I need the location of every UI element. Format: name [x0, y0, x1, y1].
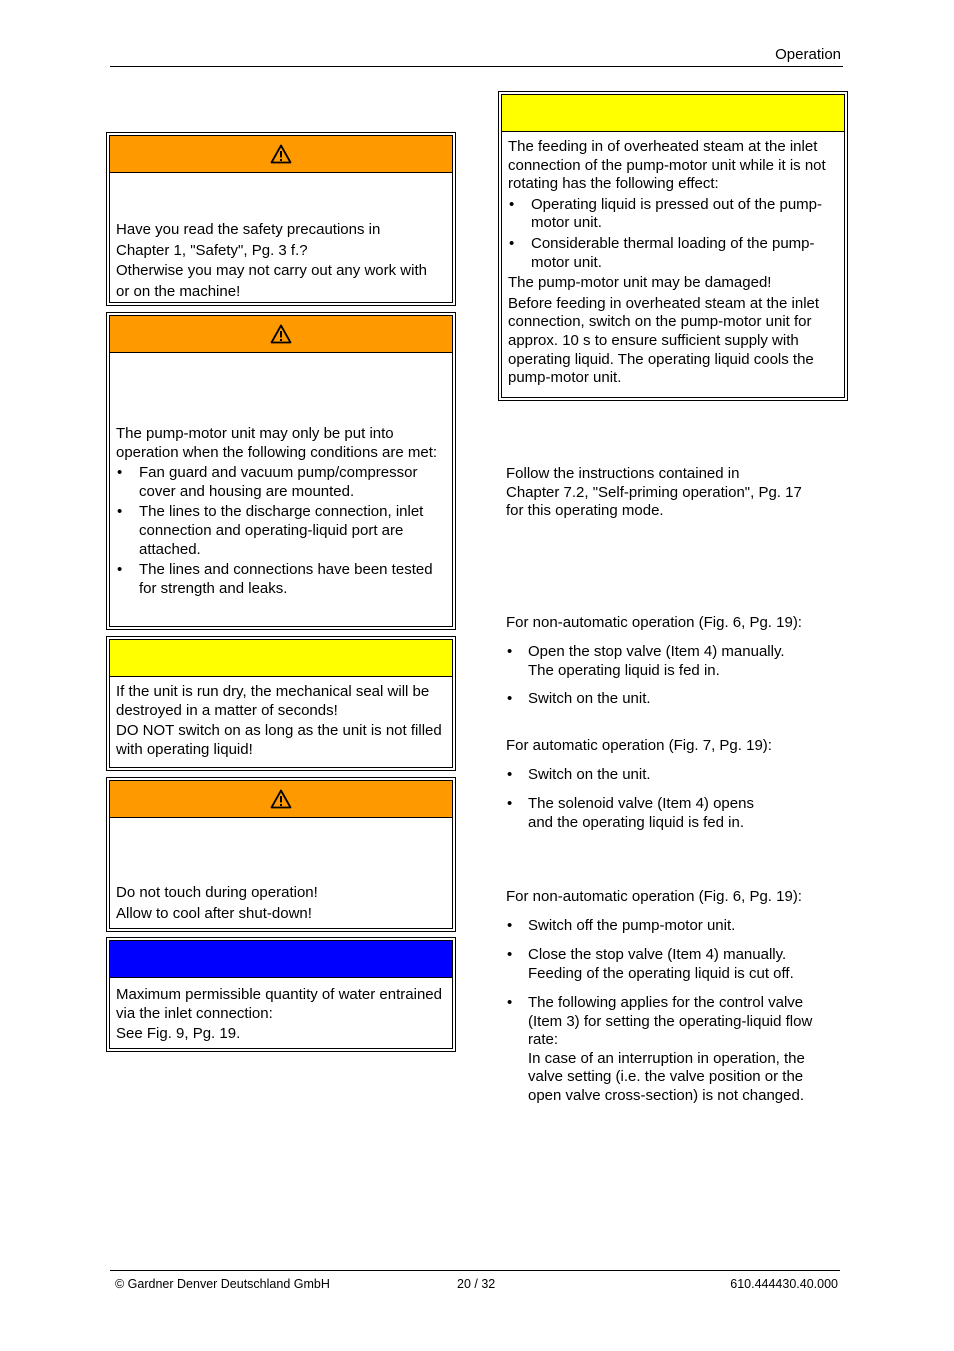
- text-line: rate:: [528, 1031, 559, 1049]
- text-line: Maximum permissible quantity of water entrained via the inlet connection:: [116, 986, 442, 1022]
- list-item: • The lines to the discharge connection, inlet connection and operating-liquid port are attached.: [116, 503, 446, 559]
- warning-bar: [110, 136, 452, 173]
- list-item: • Operating liquid is pressed out of the pump-motor unit.: [508, 196, 838, 233]
- text-line: The operating liquid is fed in.: [528, 661, 720, 679]
- conditions-list: [116, 464, 446, 598]
- list-item: [506, 917, 846, 936]
- text-line: See Fig. 9, Pg. 19.: [116, 1025, 241, 1043]
- warning-triangle-icon: [270, 144, 292, 164]
- warning-triangle-icon: [270, 324, 292, 344]
- note-water-text: [116, 986, 446, 1046]
- text-line: Allow to cool after shut-down!: [116, 904, 312, 922]
- footer-doc-number: 610.444430.40.000: [730, 1277, 838, 1291]
- warning-conditions-box: [106, 312, 456, 630]
- conditions-intro: The pump-motor unit may only be put into operation when the following conditions are met:: [116, 425, 438, 461]
- list-item: [506, 690, 846, 709]
- text-line: • The solenoid valve (Item 4) opens: [528, 795, 754, 812]
- caution-bar: [502, 95, 844, 132]
- text-line: Chapter 7.2, "Self-priming operation", Pg. 17: [506, 483, 802, 501]
- list-item: [506, 643, 846, 680]
- list-item: [506, 994, 846, 1106]
- steam-damage-line: The pump-motor unit may be damaged!: [508, 274, 772, 292]
- start-nonauto-heading: For non-automatic operation (Fig. 6, Pg. 19):: [506, 614, 802, 631]
- text-line: • The following applies for the control valve: [528, 994, 804, 1011]
- text-line: If the unit is run dry, the mechanical seal will be destroyed in a matter of seconds!: [116, 683, 430, 719]
- caution-steam-text: [508, 138, 838, 390]
- list-item: • The lines and connections have been tested for strength and leaks.: [116, 561, 446, 598]
- text-line: valve setting (i.e. the valve position or the: [528, 1068, 804, 1086]
- warning-conditions-text: [116, 425, 446, 600]
- caution-steam-box: [498, 91, 848, 401]
- self-priming-paragraph: [506, 465, 846, 521]
- start-auto-heading: For automatic operation (Fig. 7, Pg. 19):: [506, 737, 772, 754]
- text-line: Have you read the safety precautions in: [116, 221, 381, 238]
- list-item: • Considerable thermal loading of the pump-motor unit.: [508, 235, 838, 272]
- list-item: [506, 766, 846, 785]
- text-line: and the operating liquid is fed in.: [528, 813, 744, 831]
- note-bar: [110, 941, 452, 978]
- text-line: • Switch off the pump-motor unit.: [528, 917, 736, 934]
- header-rule: [110, 66, 843, 67]
- warning-hot-box: [106, 777, 456, 932]
- steam-effects-list: [508, 196, 838, 272]
- list-item: [506, 795, 846, 832]
- text-line: (Item 3) for setting the operating-liquid flow: [528, 1012, 813, 1030]
- caution-dry-run-text: [116, 683, 446, 761]
- steam-intro: The feeding in of overheated steam at the inlet connection of the pump-motor unit while it is not rotating has the following effect:: [508, 138, 826, 193]
- warning-hot-text: [116, 884, 446, 925]
- text-line: for this operating mode.: [506, 502, 664, 520]
- text-line: • Open the stop valve (Item 4) manually.: [528, 643, 785, 660]
- text-line: • Switch on the unit.: [528, 690, 651, 707]
- list-item: • Fan guard and vacuum pump/compressor cover and housing are mounted.: [116, 464, 446, 501]
- list-item: [506, 946, 846, 983]
- steam-instruction: Before feeding in overheated steam at the inlet connection, switch on the pump-motor unit for approx. 10 s to ensure sufficient supply with operating liquid. The operating liquid cools the pump-motor unit.: [508, 294, 820, 387]
- warning-safety-box: [106, 132, 456, 306]
- text-line: Otherwise you may not carry out any work with: [116, 262, 427, 280]
- text-line: or on the machine!: [116, 282, 241, 300]
- footer-rule: [110, 1270, 840, 1271]
- text-line: Feeding of the operating liquid is cut off.: [528, 964, 794, 982]
- text-line: • Close the stop valve (Item 4) manually.: [528, 946, 787, 963]
- warning-bar: [110, 781, 452, 818]
- footer-page-number: 20 / 32: [457, 1277, 496, 1291]
- stop-nonauto-heading: For non-automatic operation (Fig. 6, Pg. 19):: [506, 888, 802, 905]
- footer-copyright: © Gardner Denver Deutschland GmbH: [115, 1277, 330, 1291]
- header-section-title: Operation: [775, 46, 841, 63]
- text-line: In case of an interruption in operation, the: [528, 1049, 805, 1067]
- text-line: open valve cross-section) is not changed.: [528, 1086, 804, 1104]
- note-water-box: [106, 937, 456, 1052]
- text-line: DO NOT switch on as long as the unit is not filled with operating liquid!: [116, 722, 442, 758]
- text-line: • Switch on the unit.: [528, 766, 651, 783]
- caution-dry-run-box: [106, 636, 456, 771]
- warning-triangle-icon: [270, 789, 292, 809]
- warning-safety-text: [116, 221, 446, 303]
- warning-bar: [110, 316, 452, 353]
- caution-bar: [110, 640, 452, 677]
- text-line: Chapter 1, "Safety", Pg. 3 f.?: [116, 241, 308, 259]
- text-line: Follow the instructions contained in: [506, 465, 740, 482]
- text-line: Do not touch during operation!: [116, 884, 318, 901]
